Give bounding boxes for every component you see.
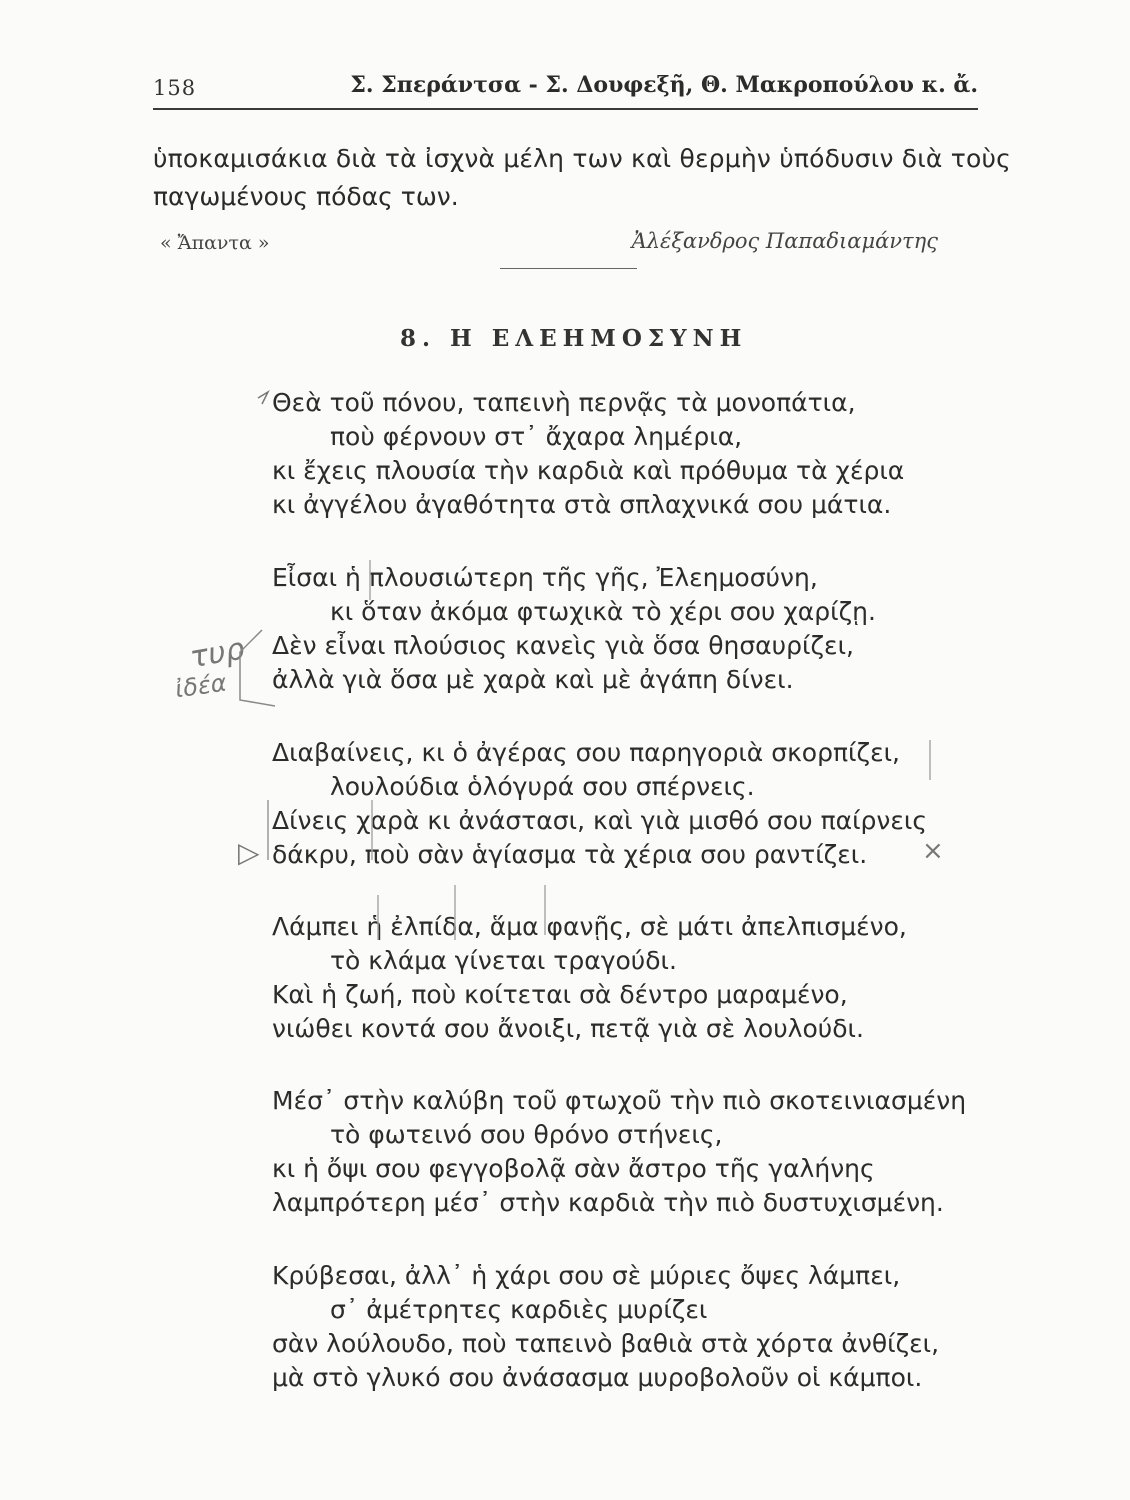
poem-line: Θεὰ τοῦ πόνου, ταπεινὴ περνᾷς τὰ μονοπάτια, [272,388,856,417]
source-title: « Ἄπαντα » [160,232,270,254]
poem-line: κι ὅταν ἀκόμα φτωχικὰ τὸ χέρι σου χαρίζῃ. [330,597,876,626]
prose-line: ὑποκαμισάκια διὰ τὰ ἰσχνὰ μέλη των καὶ θερμὴν ὑπόδυσιν διὰ τοὺς [153,144,1012,173]
poem-line: ἀλλὰ γιὰ ὅσα μὲ χαρὰ καὶ μὲ ἀγάπη δίνει. [272,665,794,694]
poem-line: σὰν λούλουδο, ποὺ ταπεινὸ βαθιὰ στὰ χόρτα ἀνθίζει, [272,1329,940,1358]
poem-line: νιώθει κοντά σου ἄνοιξι, πετᾷ γιὰ σὲ λουλούδι. [272,1014,864,1043]
tick-mark [258,392,268,404]
poem-line: Κρύβεσαι, ἀλλ᾽ ἡ χάρι σου σὲ μύριες ὄψες λάμπει, [272,1261,901,1290]
page-number: 158 [153,76,197,100]
poem-line: Δὲν εἶναι πλούσιος κανεὶς γιὰ ὅσα θησαυρίζει, [272,631,854,660]
divider [500,268,637,269]
poem-line: ποὺ φέρνουν στ᾽ ἄχαρα λημέρια, [330,422,743,451]
poem-line: Λάμπει ἡ ἐλπίδα, ἅμα φανῇς, σὲ μάτι ἀπελπισμένο, [272,912,907,941]
arrow-mark: ▷ [238,836,260,869]
poem-line: λαμπρότερη μέσ᾽ στὴν καρδιὰ τὴν πιὸ δυστυχισμένη. [272,1188,944,1217]
poem-line: δάκρυ, ποὺ σὰν ἁγίασμα τὰ χέρια σου ραντίζει. [272,840,868,869]
poem-line: κι ἀγγέλου ἀγαθότητα στὰ σπλαχνικά σου μάτια. [272,490,892,519]
poem-line: σ᾽ ἀμέτρητες καρδιὲς μυρίζει [330,1295,708,1324]
poem-line: Εἶσαι ἡ πλουσιώτερη τῆς γῆς, Ἐλεημοσύνη, [272,563,818,592]
poem-line: Καὶ ἡ ζωή, ποὺ κοίτεται σὰ δέντρο μαραμένο, [272,980,848,1009]
poem-line: τὸ κλάμα γίνεται τραγούδι. [330,946,677,975]
author-name: Ἀλέξανδρος Παπαδιαμάντης [631,229,938,253]
check-mark: × [922,836,944,866]
bracket-stroke [240,630,275,706]
poem-line: λουλούδια ὁλόγυρά σου σπέρνεις. [330,772,755,801]
prose-paragraph [153,140,1012,216]
poem-line: Δίνεις χαρὰ κι ἀνάστασι, καὶ γιὰ μισθό σου παίρνεις [272,806,928,835]
poem-line: κι ἔχεις πλουσία τὴν καρδιὰ καὶ πρόθυμα τὰ χέρια [272,456,905,485]
running-head: Σ. Σπεράντσα - Σ. Δουφεξῆ, Θ. Μακροπούλου κ. ἄ. [350,72,978,98]
poem-line: Διαβαίνεις, κι ὁ ἀγέρας σου παρηγοριὰ σκορπίζει, [272,738,900,767]
poem-line: Μέσ᾽ στὴν καλύβη τοῦ φτωχοῦ τὴν πιὸ σκοτεινιασμένη [272,1086,967,1115]
section-title: 8. Η ΕΛΕΗΜΟΣΥΝΗ [400,325,748,352]
poem-line: κι ἡ ὄψι σου φεγγοβολᾷ σὰν ἄστρο τῆς γαλήνης [272,1154,875,1183]
poem-line: τὸ φωτεινό σου θρόνο στήνεις, [330,1120,723,1149]
poem-line: μὰ στὸ γλυκό σου ἀνάσασμα μυροβολοῦν οἱ κάμποι. [272,1363,923,1392]
margin-note: ἰδέα [173,668,229,704]
page-header [153,72,978,110]
prose-line: παγωμένους πόδας των. [153,182,459,211]
margin-note: τυρ [187,631,248,676]
